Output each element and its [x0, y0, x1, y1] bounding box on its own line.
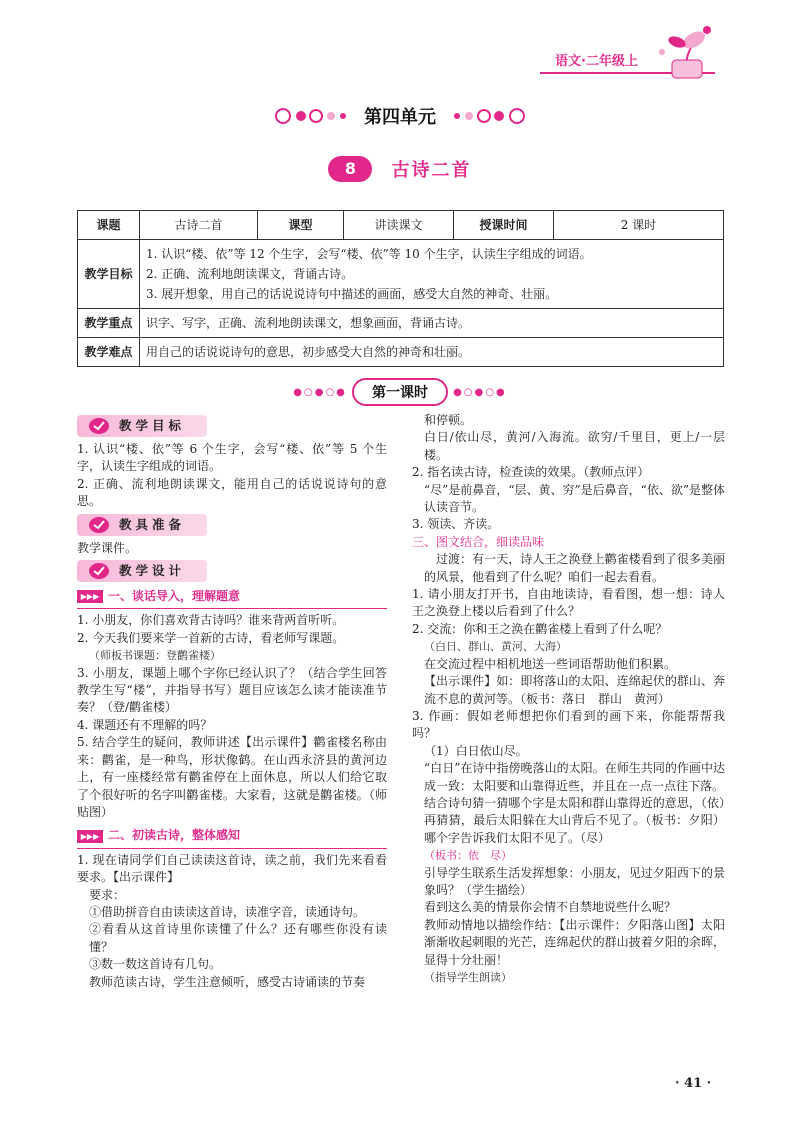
text-line: 教师动情地以描绘作结：【出示课件：夕阳落山图】太阳渐渐收起刺眼的光芒，连绵起伏的群山披着夕阳的余晖，显得十分壮丽！ — [424, 917, 725, 967]
page-number: · 41 · — [675, 1076, 712, 1091]
difficult-cell: 用自己的话说说诗句的意思，初步感受大自然的神奇和壮丽。 — [140, 338, 724, 367]
step-arrow-icon: ▶▶▶ — [77, 590, 103, 603]
design-badge — [77, 560, 207, 582]
text-line: 结合诗句猜一猜哪个字是太阳和群山靠得近的意思，（依）再猜猜，最后太阳躲在大山背后不见了。（板书：夕阳）哪个字告诉我们太阳不见了。（尽） — [424, 795, 725, 845]
text-line: （板书：依 尽） — [424, 849, 512, 863]
left-column — [77, 412, 387, 991]
text-line: 3. 作画：假如老师想把你们看到的画下来，你能帮帮我吗？ — [412, 708, 725, 741]
text-line: “白日”在诗中指傍晚落山的太阳。在师生共同的作画中达成一致：太阳要和山靠得近些，并且在一点一点往下落。 — [424, 761, 725, 793]
key-cell: 识字、写字，正确、流利地朗读课文，想象画面，背诵古诗。 — [140, 309, 724, 338]
goal-item: 2. 正确、流利地朗读课文，背诵古诗。 — [146, 267, 354, 281]
step-line: 3. 小朋友，课题上哪个字你已经认识了？（结合学生回答教学生写“楼”，并指导书写）题目应该怎么读才能读准节奏？（登/鹳雀楼） — [77, 665, 387, 715]
goal-item: 1. 认识“楼、依”等 6 个生字，会写“楼、依”等 5 个生字，认读生字组成的词语。 — [77, 442, 387, 474]
header-flower-icon — [632, 8, 722, 80]
goals-badge-label: 教学目标 — [119, 418, 186, 434]
text-line: 1. 请小朋友打开书，自由地读诗，看看图，想一想：诗人王之涣登上楼以后看到了什么？ — [412, 587, 725, 619]
text-line: （白日、群山、黄河、大海） — [424, 640, 567, 654]
check-shield-icon — [87, 416, 111, 436]
tools-badge — [77, 514, 207, 536]
step-arrow-icon: ▶▶▶ — [77, 830, 103, 843]
divider — [77, 608, 387, 609]
tools-text: 教学课件。 — [77, 540, 138, 555]
table-row — [78, 240, 724, 309]
goals-badge — [77, 415, 207, 437]
step-line: 1. 小朋友，你们喜欢背古诗吗？谁来背两首听听。 — [77, 613, 345, 628]
goal-item: 1. 认识“楼、依”等 12 个生字，会写“楼、依”等 10 个生字，认读生字组成的词语。 — [146, 247, 592, 261]
step-line: 1. 现在请同学们自己读读这首诗，读之前，我们先来看看要求。【出示课件】 — [77, 852, 387, 885]
section-title: 第一课时 — [352, 378, 448, 406]
text-line: “尽”是前鼻音，“层、黄、穷”是后鼻音，“依、欲”是整体认读音节。 — [424, 482, 725, 515]
step-line: 4. 课题还有不理解的吗？ — [77, 717, 213, 732]
step-heading — [77, 588, 387, 605]
table-row — [78, 211, 724, 240]
check-shield-icon — [87, 561, 111, 581]
dots-right-icon: ●○●○● — [453, 386, 507, 398]
text-line: 【出示课件】如：即将落山的太阳、连绵起伏的群山、奔流不息的黄河等。（板书：落日 群山 黄河） — [424, 674, 725, 706]
step-line: 5. 结合学生的疑问，教师讲述【出示课件】鹳雀楼名称由来：鹳雀，是一种鸟，形状像鹤。在山西永济县的黄河边上，有一座楼经常有鹳雀停在上面休息，所以人们给它取了个很好听的名字叫鹳雀楼。大家看，这就是鹳雀楼。（师贴图） — [77, 735, 387, 819]
unit-heading — [0, 103, 800, 129]
step-line: ①借助拼音自由读读这首诗，读准字音，读通诗句。 — [89, 904, 366, 919]
text-line: 引导学生联系生活发挥想象：小朋友，见过夕阳西下的景象吗？（学生描绘） — [424, 865, 725, 897]
step-title: 三、图文结合，细读品味 — [412, 534, 545, 549]
step-title: 二、初读古诗，整体感知 — [108, 828, 241, 843]
step-line: 教师范读古诗，学生注意倾听，感受古诗诵读的节奏 — [89, 974, 366, 989]
step-title: 一、谈话导入，理解题意 — [108, 589, 241, 604]
dots-left-icon: ●○●○● — [293, 386, 347, 398]
text-line: 和停顿。 — [424, 413, 473, 427]
goals-label: 教学目标 — [78, 240, 140, 309]
step-line: ②看看从这首诗里你读懂了什么？还有哪些你没有读懂？ — [89, 922, 387, 954]
divider — [77, 848, 387, 849]
design-badge-label: 教学设计 — [119, 563, 186, 579]
ornament-right-icon — [449, 104, 529, 128]
table-row — [78, 338, 724, 367]
lesson-info-table — [77, 210, 724, 367]
step-line: （师板书课题：登鹳雀楼） — [89, 649, 221, 663]
section-heading — [0, 378, 800, 406]
goals-cell — [140, 240, 724, 309]
text-line: 2. 交流：你和王之涣在鹳雀楼上看到了什么呢？ — [412, 621, 668, 636]
lesson-heading — [0, 156, 800, 182]
type-label: 课型 — [258, 211, 344, 240]
time-value: 2 课时 — [554, 211, 724, 240]
text-line: （指导学生朗读） — [424, 971, 512, 984]
topic-value: 古诗二首 — [140, 211, 258, 240]
text-line: （1）白日依山尽。 — [424, 743, 528, 758]
step-line: 2. 今天我们要来学一首新的古诗，看老师写课题。 — [77, 630, 345, 645]
text-line: 过渡：有一天，诗人王之涣登上鹳雀楼看到了很多美丽的风景，他看到了什么呢？咱们一起去看看。 — [424, 552, 725, 584]
tools-badge-label: 教具准备 — [119, 516, 186, 532]
type-value: 讲读课文 — [344, 211, 454, 240]
goal-item: 2. 正确、流利地朗读课文，能用自己的话说说诗句的意思。 — [77, 476, 387, 509]
text-line: 2. 指名读古诗，检查读的效果。（教师点评） — [412, 465, 650, 480]
lesson-title: 古诗二首 — [391, 160, 472, 181]
difficult-label: 教学难点 — [78, 338, 140, 367]
text-line: 3. 领读、齐读。 — [412, 517, 500, 532]
text-line: 白日/依山尽，黄河/入海流。欲穷/千里目，更上/一层楼。 — [424, 430, 725, 462]
check-shield-icon — [87, 515, 111, 535]
grade-label: 语文·二年级上 — [555, 54, 638, 69]
time-label: 授课时间 — [454, 211, 554, 240]
step-line: 要求： — [89, 887, 126, 902]
ornament-left-icon — [271, 104, 351, 128]
table-row — [78, 309, 724, 338]
unit-title: 第四单元 — [364, 107, 436, 128]
right-column — [412, 412, 725, 986]
step-line: ③数一数这首诗有几句。 — [89, 957, 222, 972]
topic-label: 课题 — [78, 211, 140, 240]
text-line: 看到这么美的情景你会情不自禁地说些什么呢？ — [424, 900, 677, 915]
goal-item: 3. 展开想象，用自己的话说说诗句中描述的画面，感受大自然的神奇、壮丽。 — [146, 287, 558, 301]
key-label: 教学重点 — [78, 309, 140, 338]
step-heading — [77, 827, 387, 844]
lesson-number-badge: 8 — [328, 156, 372, 182]
text-line: 在交流过程中相机地送一些词语帮助他们积累。 — [424, 656, 677, 671]
